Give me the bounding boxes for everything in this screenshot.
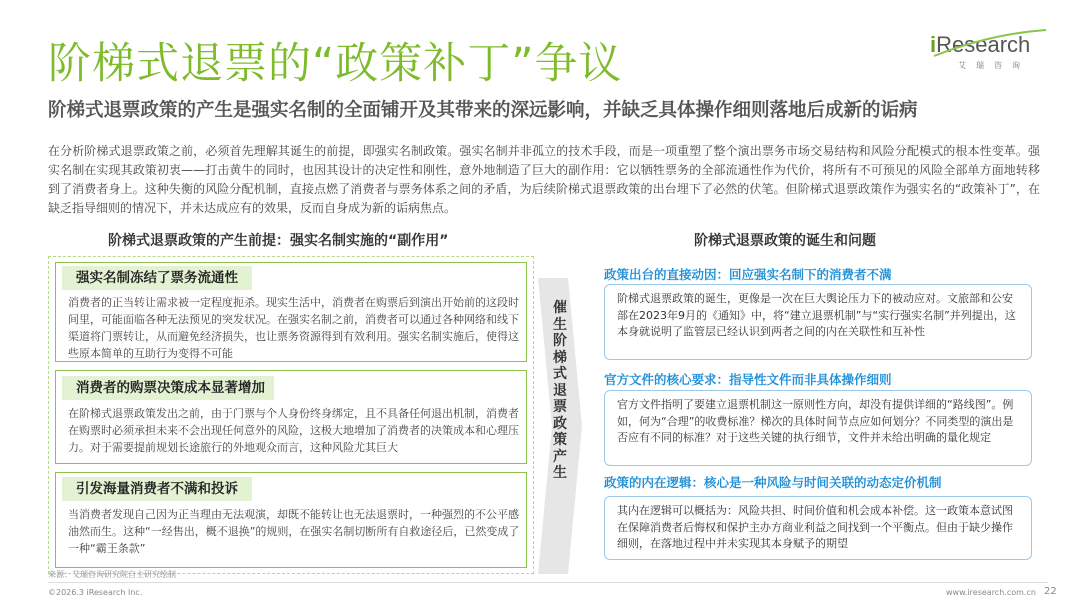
page-number: 22	[1044, 586, 1057, 597]
premise-title-1: 强实名制冻结了票务流通性	[62, 266, 252, 290]
issue-title-2: 官方文件的核心要求：指导性文件而非具体操作细则	[604, 372, 892, 387]
iresearch-logo	[928, 26, 1048, 74]
source-note: 来源：艾瑞咨询研究院自主研究绘制	[48, 570, 176, 579]
logo-text: iResearch	[930, 32, 1031, 57]
right-section-heading: 阶梯式退票政策的诞生和问题	[694, 233, 876, 249]
issue-box-1: 阶梯式退票政策的诞生，更像是一次在巨大舆论压力下的被动应对。文旅部和公安部在2023年9月的《通知》中，将“建立退票机制”与“实行强实名制”并列提出，这本身就说明了监管层已经认识到两者之间的内在关联性和互补性	[604, 284, 1032, 360]
left-section-heading: 阶梯式退票政策的产生前提：强实名制实施的“副作用”	[108, 233, 449, 249]
premise-title-2: 消费者的购票决策成本显著增加	[62, 376, 274, 400]
site-url: www.iresearch.com.cn	[946, 588, 1036, 597]
arrow-label: 催 生 阶 梯 式 退 票 政 策 产 生	[553, 300, 567, 481]
footer-divider	[48, 582, 1048, 583]
issue-box-3: 其内在逻辑可以概括为：风险共担、时间价值和机会成本补偿。这一政策本意试图在保障消费者后悔权和保护主办方商业利益之间找到一个平衡点。但由于缺少操作细则，在落地过程中并未实现其本身赋予的期望	[604, 496, 1032, 560]
issue-title-3: 政策的内在逻辑：核心是一种风险与时间关联的动态定价机制	[604, 475, 942, 490]
issue-title-1: 政策出台的直接动因：回应强实名制下的消费者不满	[604, 267, 892, 282]
premise-text-2: 在阶梯式退票政策发出之前，由于门票与个人身份终身绑定，且不具备任何退出机制，消费者在购票时必须承担未来不会出现任何意外的风险，这极大地增加了消费者的决策成本和心理压力。对于需要提前规划长途旅行的外地观众而言，这种风险尤其巨大	[68, 407, 519, 454]
premise-text-1: 消费者的正当转让需求被一定程度扼杀。现实生活中，消费者在购票后到演出开始前的这段时间里，可能面临各种无法预见的突发状况。在强实名制之前，消费者可以通过各种网络和线下渠道将门票转让，从而避免经济损失，也让票务资源得到有效利用。强实名制实施后，使得这些原本简单的互助行为变得不可能	[68, 296, 519, 360]
issue-box-2: 官方文件指明了要建立退票机制这一原则性方向，却没有提供详细的“路线图”。例如，何为“合理”的收费标准？梯次的具体时间节点应如何划分？不同类型的演出是否应有不同的标准？对于这些关键的执行细节，文件并未给出明确的量化规定	[604, 390, 1032, 466]
page-title: 阶梯式退票的“政策补丁”争议	[48, 39, 623, 89]
logo-swoosh-icon	[930, 26, 1050, 60]
premise-title-3: 引发海量消费者不满和投诉	[62, 477, 252, 501]
premise-text-3: 当消费者发现自己因为正当理由无法观演，却既不能转让也无法退票时，一种强烈的不公平感油然而生。这种“一经售出，概不退换”的规则，在强实名制切断所有自救途径后，已然变成了一种“霸王条款”	[68, 508, 520, 555]
page-subtitle: 阶梯式退票政策的产生是强实名制的全面铺开及其带来的深远影响，并缺乏具体操作细则落地后成新的诟病	[48, 100, 918, 121]
logo-cn: 艾瑞咨询	[958, 61, 1030, 70]
copyright: ©2026.3 iResearch Inc.	[48, 588, 143, 597]
intro-paragraph: 在分析阶梯式退票政策之前，必须首先理解其诞生的前提，即强实名制政策。强实名制并非孤立的技术手段，而是一项重塑了整个演出票务市场交易结构和风险分配模式的根本性变革。强实名制在实现其政策初衷——打击黄牛的同时，也因其设计的决定性和刚性，意外地制造了巨大的副作用：它以牺牲票务的全部流通性作为代价，将所有不可预见的风险全部单方面地转移到了消费者身上。这种失衡的风险分配机制，直接点燃了消费者与票务体系之间的矛盾，为后续阶梯式退票政策的出台埋下了必然的伏笔。但阶梯式退票政策作为强实名的“政策补丁”，在缺乏指导细则的情况下，并未达成应有的效果，反而自身成为新的诟病焦点。	[48, 144, 1040, 215]
